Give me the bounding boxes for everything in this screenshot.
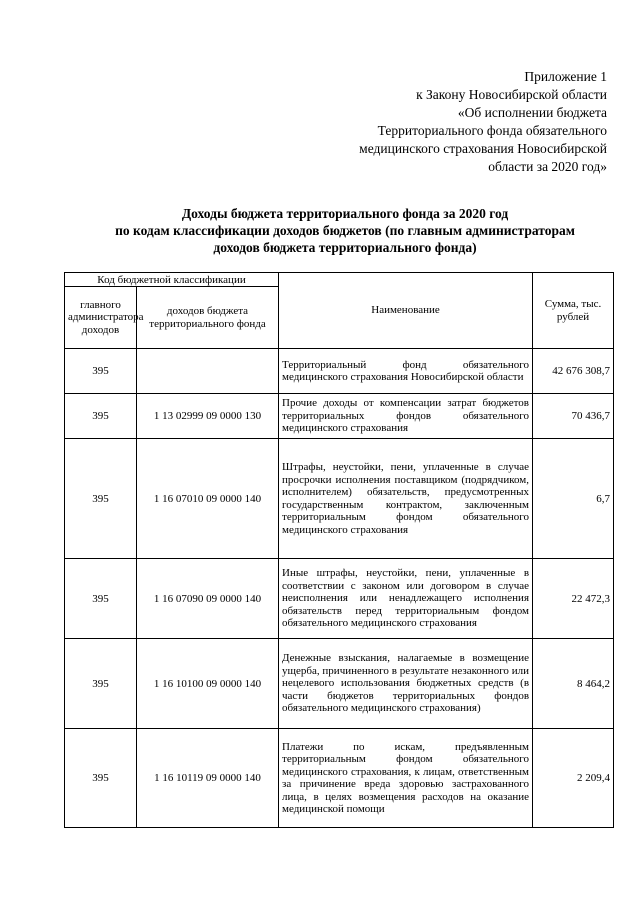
cell-admin: 395 — [65, 729, 137, 828]
cell-admin: 395 — [65, 559, 137, 639]
cell-code — [137, 349, 279, 394]
cell-name: Денежные взыскания, налагаемые в возмещение ущерба, причиненного в результате незаконного или нецелевого использования бюджетных средств (в части бюджетов территориальных фондов обязательного медицинского страхования) — [279, 639, 533, 729]
document-title — [70, 205, 620, 256]
cell-sum: 70 436,7 — [533, 394, 614, 439]
cell-admin: 395 — [65, 439, 137, 559]
cell-name: Территориальный фонд обязательного медицинского страхования Новосибирской области — [279, 349, 533, 394]
header-name: Наименование — [279, 273, 533, 349]
title-line: доходов бюджета территориального фонда) — [213, 240, 477, 255]
cell-sum: 8 464,2 — [533, 639, 614, 729]
cell-sum: 6,7 — [533, 439, 614, 559]
cell-code: 1 16 07010 09 0000 140 — [137, 439, 279, 559]
cell-admin: 395 — [65, 394, 137, 439]
appendix-line: Приложение 1 — [524, 69, 607, 84]
table-row — [65, 639, 614, 729]
appendix-line: медицинского страхования Новосибирской — [359, 141, 607, 156]
table-row — [65, 394, 614, 439]
appendix-line: к Закону Новосибирской области — [416, 87, 607, 102]
cell-code: 1 13 02999 09 0000 130 — [137, 394, 279, 439]
cell-name: Платежи по искам, предъявленным территориальным фондом обязательного медицинского страхования, к лицам, ответственным за причинение вреда здоровью застрахованного лица, в целях возмещения расходов на оказание медицинской помощи — [279, 729, 533, 828]
appendix-line: «Об исполнении бюджета — [457, 105, 607, 120]
table-row — [65, 559, 614, 639]
cell-sum: 2 209,4 — [533, 729, 614, 828]
table-row — [65, 349, 614, 394]
cell-name: Штрафы, неустойки, пени, уплаченные в случае просрочки исполнения поставщиком (подрядчиком, исполнителем) обязательств, предусмотренных государственным контрактом, заключенным территориальным фондом обязательного медицинского страхования — [279, 439, 533, 559]
appendix-line: Территориального фонда обязательного — [377, 123, 607, 138]
cell-code: 1 16 10100 09 0000 140 — [137, 639, 279, 729]
header-admin: главного администратора доходов — [65, 287, 137, 349]
cell-name: Прочие доходы от компенсации затрат бюджетов территориальных фондов обязательного медицинского страхования — [279, 394, 533, 439]
cell-sum: 22 472,3 — [533, 559, 614, 639]
cell-code: 1 16 10119 09 0000 140 — [137, 729, 279, 828]
header-sum: Сумма, тыс. рублей — [533, 273, 614, 349]
appendix-line: области за 2020 год» — [488, 159, 607, 174]
table-row — [65, 439, 614, 559]
income-table — [64, 272, 614, 828]
header-classification-code: Код бюджетной классификации — [65, 273, 279, 287]
cell-code: 1 16 07090 09 0000 140 — [137, 559, 279, 639]
cell-admin: 395 — [65, 349, 137, 394]
cell-sum: 42 676 308,7 — [533, 349, 614, 394]
cell-name: Иные штрафы, неустойки, пени, уплаченные в соответствии с законом или договором в случае неисполнения или ненадлежащего исполнения обязательств перед территориальным фондом обязательного медицинского страхования — [279, 559, 533, 639]
header-code: доходов бюджета территориального фонда — [137, 287, 279, 349]
appendix-block — [359, 68, 607, 176]
title-line: по кодам классификации доходов бюджетов (по главным администраторам — [115, 223, 575, 238]
table-row — [65, 729, 614, 828]
title-line: Доходы бюджета территориального фонда за 2020 год — [181, 206, 509, 221]
cell-admin: 395 — [65, 639, 137, 729]
